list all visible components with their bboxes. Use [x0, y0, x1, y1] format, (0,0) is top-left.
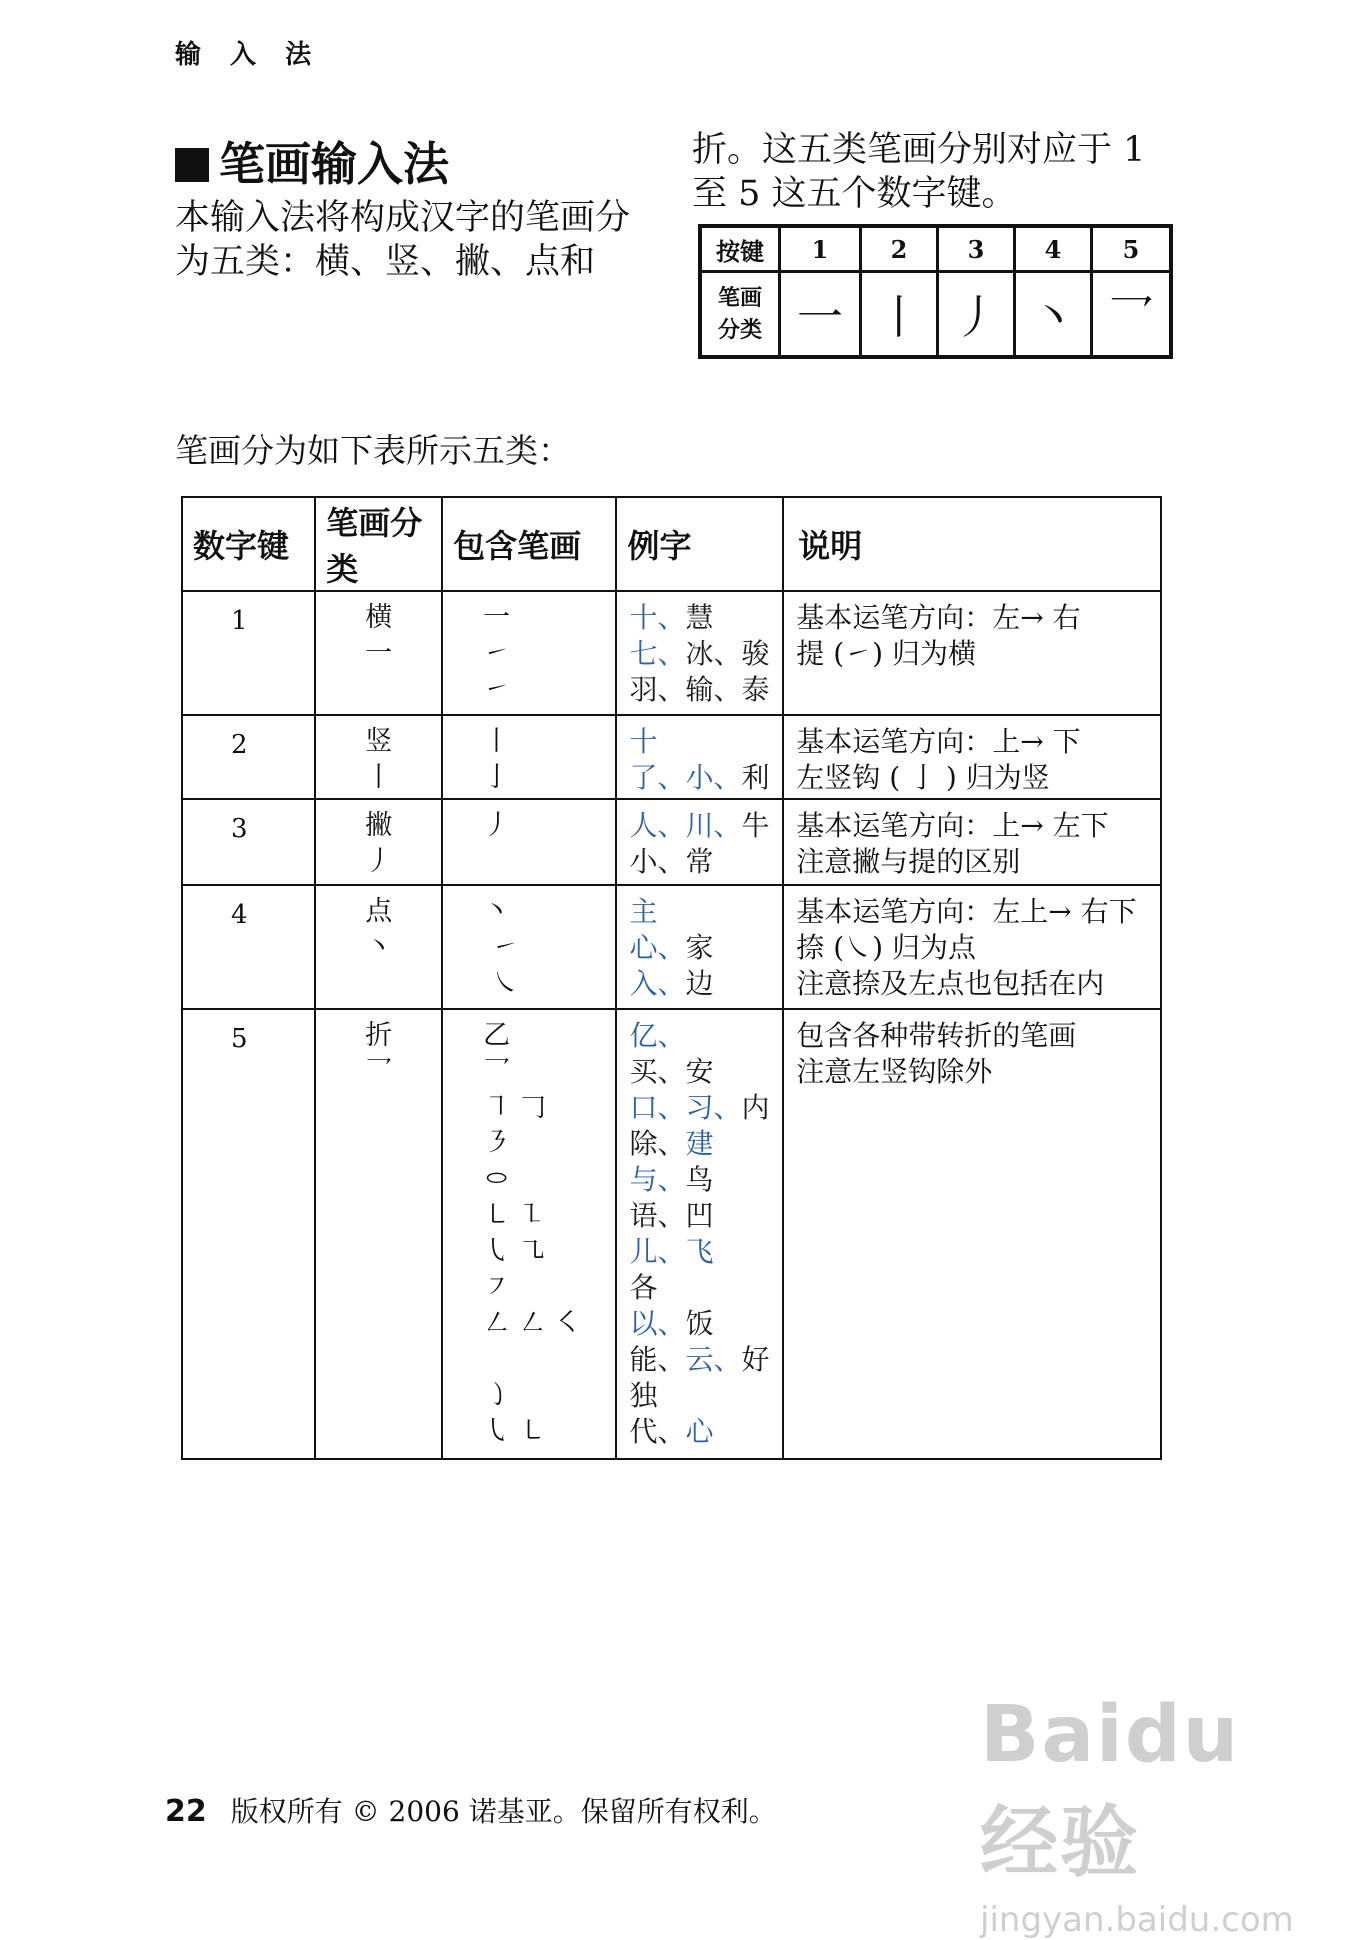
example-line [629, 844, 782, 880]
example-char: 十、 [629, 601, 686, 634]
example-line [629, 1270, 782, 1306]
key-label-cell: 按键 [700, 226, 780, 272]
example-line [629, 1018, 782, 1054]
intro-line: 为五类：横、竖、撇、点和 [175, 242, 596, 282]
example-line [629, 966, 782, 1002]
key-number-cell: 5 [182, 1009, 315, 1459]
example-char: 凹 [685, 1199, 714, 1232]
examples-cell [616, 715, 783, 799]
category-cell [315, 885, 442, 1009]
section-title-text: 笔画输入法 [219, 137, 449, 191]
category-line: 竖 [365, 726, 393, 757]
key-cell: 3 [938, 226, 1015, 272]
example-char: 各 [629, 1271, 658, 1304]
example-char: 习、 [685, 1091, 742, 1124]
example-char: 建 [685, 1127, 714, 1160]
example-line [629, 1090, 782, 1126]
key-cell: 2 [861, 226, 938, 272]
stroke-cell: 乛 [1092, 272, 1172, 358]
key-number-cell: 4 [182, 885, 315, 1009]
example-line [629, 930, 782, 966]
category-line: 丶 [365, 932, 393, 963]
stroke-cell: 丶 [1015, 272, 1092, 358]
description-cell: 基本运笔方向：上→ 下 左竖钩 ( 亅 ) 归为竖 [783, 715, 1161, 799]
example-char: 好 [741, 1343, 770, 1376]
example-char: 慧 [685, 601, 714, 634]
example-char: 冰、 [685, 637, 742, 670]
stroke-category-table [181, 496, 1162, 1460]
example-line [629, 1342, 782, 1378]
example-char: 与、 [629, 1163, 686, 1196]
key-mapping-table [698, 224, 1173, 359]
strokes-cell: 一 ㇀ ㇀ [442, 591, 616, 715]
column-header: 数字键 [182, 497, 315, 591]
key-cell: 1 [780, 226, 861, 272]
examples-cell [616, 1009, 783, 1459]
square-bullet-icon [175, 148, 209, 182]
page-number: 22 [165, 1794, 207, 1829]
strokes-cell: 丿 [442, 799, 616, 885]
baidu-watermark [980, 1690, 1310, 1940]
example-char: 家 [685, 931, 714, 964]
example-char: 能、 [629, 1343, 686, 1376]
example-line [629, 600, 782, 636]
example-char: 小、 [629, 845, 686, 878]
example-char: 买、 [629, 1055, 686, 1088]
examples-cell [616, 799, 783, 885]
table-row [182, 1009, 1161, 1459]
watermark-url: jingyan.baidu.com [980, 1900, 1294, 1940]
watermark-logo: Baidu经验 [980, 1690, 1241, 1888]
example-line [629, 724, 782, 760]
example-char: 入、 [629, 967, 686, 1000]
category-cell [315, 715, 442, 799]
key-number-cell: 1 [182, 591, 315, 715]
section-title [175, 128, 449, 194]
intro-paragraph-left [175, 196, 630, 284]
example-char: 亿、 [629, 1019, 686, 1052]
section-intro: 笔画分为如下表所示五类： [175, 431, 571, 470]
intro-line: 至 5 这五个数字键。 [692, 174, 1017, 214]
example-char: 泰 [741, 673, 770, 706]
running-header: 输 入 法 [175, 40, 322, 70]
example-line [629, 894, 782, 930]
intro-paragraph-right [692, 128, 1145, 216]
example-char: 利 [741, 761, 770, 794]
stroke-cell: 丨 [861, 272, 938, 358]
example-char: 羽、 [629, 673, 686, 706]
stroke-cell: 一 [780, 272, 861, 358]
page-footer [165, 1790, 777, 1830]
category-line: 丿 [365, 846, 393, 877]
examples-cell [616, 885, 783, 1009]
example-char: 除、 [629, 1127, 686, 1160]
example-line [629, 1198, 782, 1234]
key-row [700, 226, 1171, 272]
example-char: 输、 [685, 673, 742, 706]
category-line: 点 [365, 896, 393, 927]
example-char: 口、 [629, 1091, 686, 1124]
key-cell: 5 [1092, 226, 1172, 272]
example-line [629, 1054, 782, 1090]
example-line [629, 1306, 782, 1342]
column-header: 包含笔画 [442, 497, 616, 591]
example-char: 以、 [629, 1307, 686, 1340]
example-char: 独 [629, 1379, 658, 1412]
category-cell [315, 799, 442, 885]
example-char: 川、 [685, 809, 742, 842]
table-header-row [182, 497, 1161, 591]
column-header: 笔画分类 [315, 497, 442, 591]
intro-line: 折。这五类笔画分别对应于 1 [692, 130, 1146, 170]
example-line [629, 1414, 782, 1450]
example-char: 心 [685, 1415, 714, 1448]
stroke-cell: 丿 [938, 272, 1015, 358]
table-row [182, 591, 1161, 715]
strokes-cell: 丶 ㇀ ㇏ [442, 885, 616, 1009]
stroke-row [700, 272, 1171, 358]
example-char: 骏 [741, 637, 770, 670]
description-cell: 基本运笔方向：左上→ 右下 捺 (㇏) 归为点 注意捺及左点也包括在内 [783, 885, 1161, 1009]
example-char: 鸟 [685, 1163, 714, 1196]
example-char: 儿、 [629, 1235, 686, 1268]
example-line [629, 760, 782, 796]
description-cell: 基本运笔方向：上→ 左下 注意撇与提的区别 [783, 799, 1161, 885]
example-char: 主 [629, 895, 658, 928]
copyright-text: 版权所有 © 2006 诺基亚。保留所有权利。 [230, 1795, 777, 1828]
example-char: 十 [629, 725, 658, 758]
category-label-line: 分类 [717, 317, 762, 343]
table-row [182, 715, 1161, 799]
category-cell [315, 591, 442, 715]
examples-cell [616, 591, 783, 715]
example-char: 云、 [685, 1343, 742, 1376]
example-char: 内 [741, 1091, 770, 1124]
category-cell [315, 1009, 442, 1459]
example-line [629, 808, 782, 844]
category-line: 横 [365, 602, 393, 633]
column-header: 说明 [783, 497, 1161, 591]
description-cell: 包含各种带转折的笔画 注意左竖钩除外 [783, 1009, 1161, 1459]
category-line: 折 [365, 1020, 393, 1051]
category-line: 丨 [365, 762, 393, 793]
example-char: 小、 [685, 761, 742, 794]
example-char: 常 [685, 845, 714, 878]
example-char: 代、 [629, 1415, 686, 1448]
category-line: 乛 [365, 1056, 393, 1087]
category-line: 撇 [365, 810, 393, 841]
category-line: 一 [365, 638, 393, 669]
example-line [629, 1126, 782, 1162]
example-line [629, 672, 782, 708]
example-line [629, 1378, 782, 1414]
example-char: 饭 [685, 1307, 714, 1340]
example-char: 安 [685, 1055, 714, 1088]
description-cell: 基本运笔方向：左→ 右 提 (㇀) 归为横 [783, 591, 1161, 715]
example-line [629, 1162, 782, 1198]
example-line [629, 636, 782, 672]
strokes-cell: 丨 亅 [442, 715, 616, 799]
example-char: 边 [685, 967, 714, 1000]
key-number-cell: 2 [182, 715, 315, 799]
strokes-cell: 乙 乛 ㇕ 𠃌 ㇋ ㇣ ㇄ ㇅ ㇂ ㇈ ㇇ ㇜ ㇜ ㇛ ㇁ ㇂ ㇄ [442, 1009, 616, 1459]
example-char: 七、 [629, 637, 686, 670]
key-cell: 4 [1015, 226, 1092, 272]
example-char: 人、 [629, 809, 686, 842]
key-number-cell: 3 [182, 799, 315, 885]
table-row [182, 885, 1161, 1009]
example-line [629, 1234, 782, 1270]
example-char: 语、 [629, 1199, 686, 1232]
category-label-cell [700, 272, 780, 358]
table-row [182, 799, 1161, 885]
example-char: 了、 [629, 761, 686, 794]
column-header: 例字 [616, 497, 783, 591]
example-char: 牛 [741, 809, 770, 842]
example-char: 心、 [629, 931, 686, 964]
example-char: 飞 [685, 1235, 714, 1268]
category-label-line: 笔画 [717, 285, 762, 311]
intro-line: 本输入法将构成汉字的笔画分 [175, 198, 631, 238]
